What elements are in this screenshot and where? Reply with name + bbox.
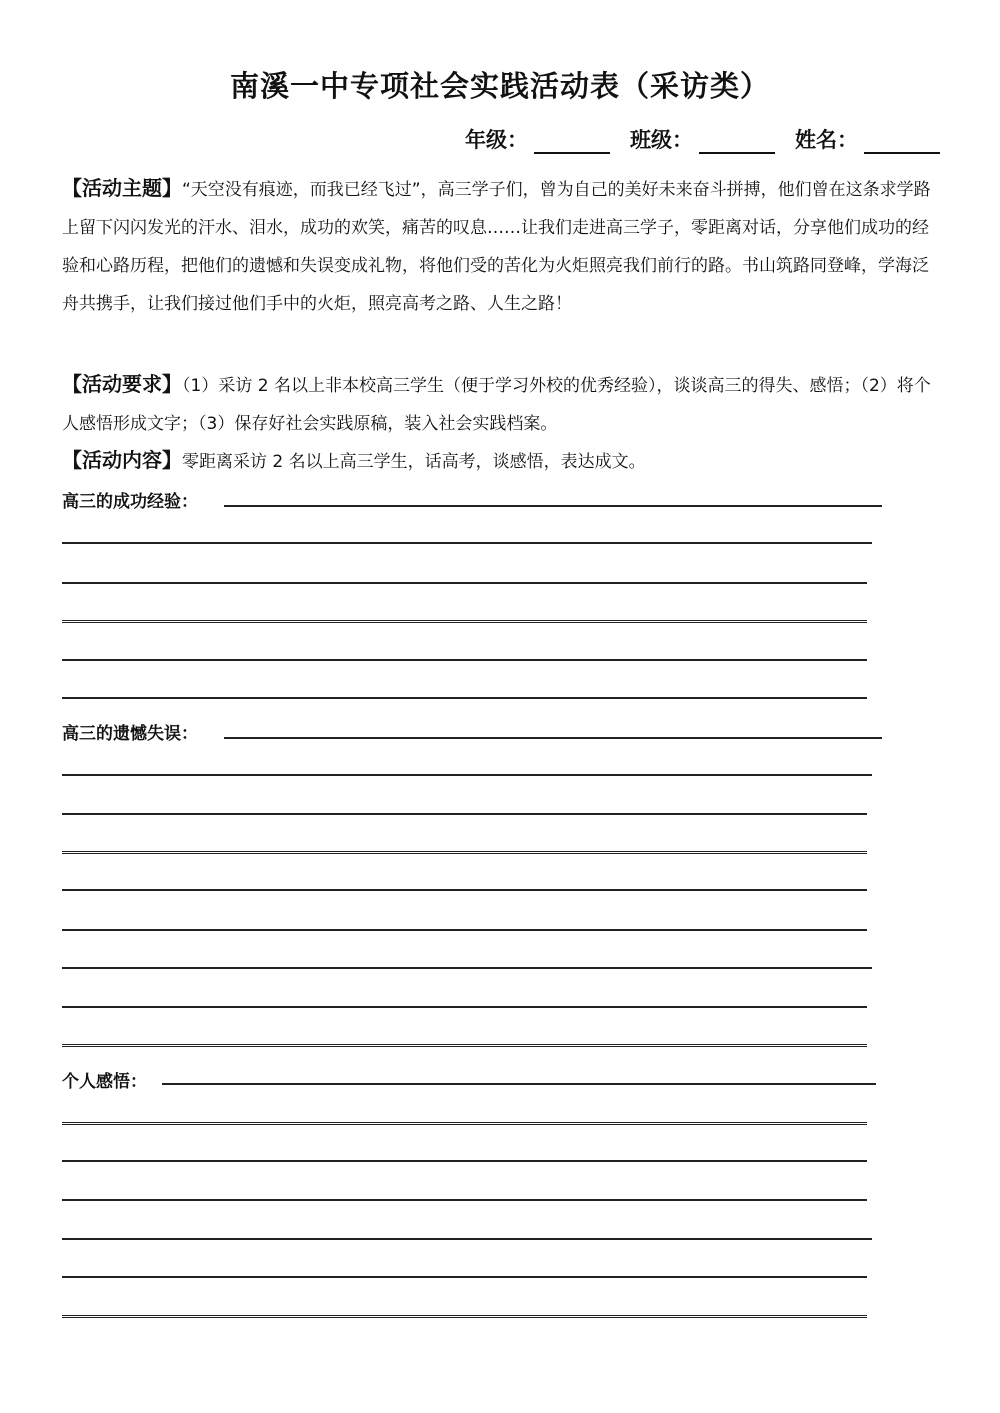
content-tag: 【活动内容】 (62, 448, 182, 472)
success-line[interactable] (62, 542, 872, 544)
class-label: 班级： (630, 128, 693, 152)
regret-line[interactable] (62, 889, 867, 891)
insight-line[interactable] (62, 1122, 867, 1125)
regret-line[interactable] (62, 851, 867, 854)
success-line[interactable] (62, 697, 867, 699)
regret-line[interactable] (62, 813, 867, 815)
content-text: 零距离采访 2 名以上高三学生，话高考，谈感悟，表达成文。 (182, 452, 646, 472)
student-info-row (445, 124, 940, 154)
insight-line[interactable] (62, 1238, 872, 1240)
regret-label: 高三的遗憾失误： (62, 724, 198, 744)
insight-line[interactable] (62, 1199, 867, 1201)
regret-line[interactable] (62, 929, 867, 931)
grade-label: 年级： (465, 128, 528, 152)
insight-line[interactable] (162, 1083, 876, 1085)
requirement-tag: 【活动要求】 (62, 372, 182, 396)
theme-paragraph (62, 169, 942, 323)
content-paragraph (62, 441, 942, 481)
theme-text: “天空没有痕迹，而我已经飞过”，高三学子们，曾为自己的美好未来奋斗拼搏，他们曾在这条求学路上留下闪闪发光的汗水、泪水，成功的欢笑，痛苦的叹息……让我们走进高三学子，零距离对话，分享他们成功的经验和心路历程，把他们的遗憾和失误变成礼物，将他们受的苦化为火炬照亮我们前行的路。书山筑路同登峰，学海泛舟共携手，让我们接过他们手中的火炬，照亮高考之路、人生之路！ (62, 180, 931, 314)
regret-line[interactable] (62, 967, 872, 969)
success-label: 高三的成功经验： (62, 492, 198, 512)
regret-line[interactable] (224, 737, 882, 739)
requirement-text: （1）采访 2 名以上非本校高三学生（便于学习外校的优秀经验），谈谈高三的得失、感悟；（2）将个人感悟形成文字；（3）保存好社会实践原稿，装入社会实践档案。 (62, 376, 931, 434)
success-line[interactable] (62, 620, 867, 623)
name-field[interactable] (864, 132, 940, 154)
insight-line[interactable] (62, 1315, 867, 1318)
insight-label: 个人感悟： (62, 1072, 147, 1092)
regret-line[interactable] (62, 774, 872, 776)
name-label: 姓名： (795, 128, 858, 152)
grade-field[interactable] (534, 132, 610, 154)
insight-line[interactable] (62, 1160, 867, 1162)
success-line[interactable] (62, 582, 867, 584)
success-line[interactable] (62, 659, 867, 661)
class-field[interactable] (699, 132, 775, 154)
theme-tag: 【活动主题】 (62, 176, 182, 200)
page-title: 南溪一中专项社会实践活动表（采访类） (229, 69, 770, 103)
requirement-paragraph (62, 365, 942, 443)
success-line[interactable] (224, 505, 882, 507)
regret-line[interactable] (62, 1044, 867, 1047)
regret-line[interactable] (62, 1006, 867, 1008)
insight-line[interactable] (62, 1276, 867, 1278)
